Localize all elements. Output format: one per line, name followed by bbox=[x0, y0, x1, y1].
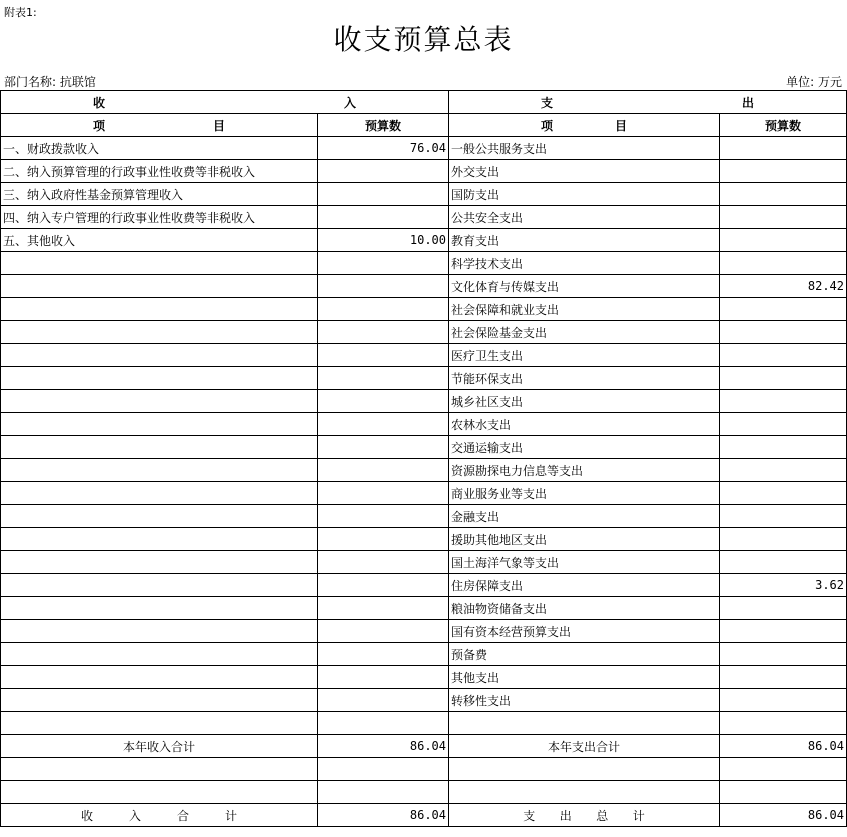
table-row bbox=[1, 413, 847, 436]
expense-item-cell: 文化体育与传媒支出 bbox=[449, 275, 720, 298]
expense-item-cell: 国防支出 bbox=[449, 183, 720, 206]
income-amount-cell bbox=[318, 183, 449, 206]
income-item-cell bbox=[1, 344, 318, 367]
income-amount-cell bbox=[318, 597, 449, 620]
income-item-cell bbox=[1, 528, 318, 551]
income-item-cell bbox=[1, 712, 318, 735]
income-item-cell: 二、纳入预算管理的行政事业性收费等非税收入 bbox=[1, 160, 318, 183]
income-amount-cell bbox=[318, 275, 449, 298]
expense-amount-cell: 3.62 bbox=[720, 574, 847, 597]
expense-amount-cell bbox=[720, 321, 847, 344]
income-item-cell bbox=[1, 390, 318, 413]
expense-amount-cell bbox=[720, 551, 847, 574]
expense-item-cell bbox=[449, 712, 720, 735]
expense-amount-cell bbox=[720, 229, 847, 252]
table-row bbox=[1, 160, 847, 183]
income-header-char: 收 bbox=[93, 95, 106, 110]
income-amount-cell bbox=[318, 298, 449, 321]
income-item-cell bbox=[1, 459, 318, 482]
expense-item-cell: 粮油物资储备支出 bbox=[449, 597, 720, 620]
table-row bbox=[1, 252, 847, 275]
total-label-char: 支 bbox=[523, 808, 536, 823]
table-row bbox=[1, 206, 847, 229]
item-header-char: 项 bbox=[541, 118, 554, 133]
income-item-cell bbox=[1, 643, 318, 666]
year-expense-total-amount: 86.04 bbox=[720, 735, 847, 758]
header-row-columns bbox=[1, 114, 847, 137]
table-row bbox=[1, 183, 847, 206]
table-row bbox=[1, 321, 847, 344]
income-amount-cell bbox=[318, 505, 449, 528]
income-amount-cell bbox=[318, 689, 449, 712]
expense-item-cell: 预备费 bbox=[449, 643, 720, 666]
table-row bbox=[1, 574, 847, 597]
income-item-header bbox=[1, 114, 318, 137]
income-amount-cell bbox=[318, 413, 449, 436]
item-header-char: 目 bbox=[212, 118, 225, 133]
income-section-header bbox=[1, 91, 449, 114]
income-amount-cell bbox=[318, 574, 449, 597]
expense-item-cell: 外交支出 bbox=[449, 160, 720, 183]
expense-amount-cell bbox=[720, 436, 847, 459]
expense-amount-cell bbox=[720, 160, 847, 183]
income-amount-cell bbox=[318, 390, 449, 413]
income-amount-cell bbox=[318, 344, 449, 367]
income-amount-cell bbox=[318, 252, 449, 275]
expense-amount-cell bbox=[720, 482, 847, 505]
expense-item-cell: 交通运输支出 bbox=[449, 436, 720, 459]
income-amount-cell bbox=[318, 666, 449, 689]
total-label-char: 入 bbox=[128, 808, 141, 823]
income-amount-cell: 10.00 bbox=[318, 229, 449, 252]
table-row bbox=[1, 367, 847, 390]
expense-amount-cell bbox=[720, 183, 847, 206]
table-row bbox=[1, 505, 847, 528]
expense-item-cell: 城乡社区支出 bbox=[449, 390, 720, 413]
income-amount-cell bbox=[318, 367, 449, 390]
expense-header-char: 出 bbox=[741, 95, 754, 110]
income-item-cell bbox=[1, 689, 318, 712]
blank-row bbox=[1, 758, 847, 781]
income-item-cell bbox=[1, 321, 318, 344]
total-label-char: 合 bbox=[176, 808, 189, 823]
table-row bbox=[1, 482, 847, 505]
budget-table-body bbox=[1, 91, 847, 827]
income-item-cell: 四、纳入专户管理的行政事业性收费等非税收入 bbox=[1, 206, 318, 229]
income-item-cell: 三、纳入政府性基金预算管理收入 bbox=[1, 183, 318, 206]
table-row bbox=[1, 436, 847, 459]
blank-cell bbox=[318, 758, 449, 781]
expense-section-header bbox=[449, 91, 847, 114]
table-row bbox=[1, 344, 847, 367]
year-income-total-label: 本年收入合计 bbox=[1, 735, 318, 758]
item-header-char: 目 bbox=[614, 118, 627, 133]
blank-cell bbox=[1, 781, 318, 804]
table-row bbox=[1, 551, 847, 574]
expense-item-cell: 资源勘探电力信息等支出 bbox=[449, 459, 720, 482]
expense-item-cell: 其他支出 bbox=[449, 666, 720, 689]
expense-amount-cell bbox=[720, 367, 847, 390]
year-income-total-amount: 86.04 bbox=[318, 735, 449, 758]
table-row bbox=[1, 275, 847, 298]
expense-amount-cell bbox=[720, 390, 847, 413]
income-item-cell: 一、财政拨款收入 bbox=[1, 137, 318, 160]
total-label-char: 收 bbox=[80, 808, 93, 823]
expense-amount-cell bbox=[720, 413, 847, 436]
table-row bbox=[1, 620, 847, 643]
expense-item-cell: 一般公共服务支出 bbox=[449, 137, 720, 160]
income-amount-cell bbox=[318, 620, 449, 643]
expense-amount-cell bbox=[720, 643, 847, 666]
total-label-char: 出 bbox=[559, 808, 572, 823]
expense-amount-cell bbox=[720, 459, 847, 482]
expense-item-cell: 援助其他地区支出 bbox=[449, 528, 720, 551]
expense-item-cell: 节能环保支出 bbox=[449, 367, 720, 390]
department-label: 部门名称: 抗联馆 bbox=[4, 75, 96, 89]
expense-item-cell: 转移性支出 bbox=[449, 689, 720, 712]
expense-item-cell: 国土海洋气象等支出 bbox=[449, 551, 720, 574]
table-row bbox=[1, 137, 847, 160]
table-row bbox=[1, 528, 847, 551]
income-amount-cell bbox=[318, 459, 449, 482]
attachment-note: 附表1: bbox=[4, 6, 37, 19]
total-label-char: 计 bbox=[632, 808, 645, 823]
expense-amount-cell bbox=[720, 344, 847, 367]
income-item-cell bbox=[1, 367, 318, 390]
table-row bbox=[1, 229, 847, 252]
expense-grand-total-label bbox=[449, 804, 720, 827]
expense-item-cell: 国有资本经营预算支出 bbox=[449, 620, 720, 643]
expense-item-cell: 住房保障支出 bbox=[449, 574, 720, 597]
income-amount-cell bbox=[318, 482, 449, 505]
income-item-cell bbox=[1, 620, 318, 643]
income-amount-cell bbox=[318, 643, 449, 666]
income-item-cell bbox=[1, 505, 318, 528]
total-label-char: 计 bbox=[224, 808, 237, 823]
table-row bbox=[1, 666, 847, 689]
expense-budget-header: 预算数 bbox=[720, 114, 847, 137]
income-item-cell bbox=[1, 413, 318, 436]
expense-amount-cell bbox=[720, 597, 847, 620]
expense-header-char: 支 bbox=[541, 95, 554, 110]
blank-cell bbox=[1, 758, 318, 781]
expense-item-cell: 教育支出 bbox=[449, 229, 720, 252]
income-header-char: 入 bbox=[343, 95, 356, 110]
header-row-section bbox=[1, 91, 847, 114]
income-budget-header: 预算数 bbox=[318, 114, 449, 137]
income-item-cell bbox=[1, 252, 318, 275]
grand-total-row bbox=[1, 804, 847, 827]
expense-amount-cell bbox=[720, 712, 847, 735]
blank-cell bbox=[449, 758, 720, 781]
expense-item-header bbox=[449, 114, 720, 137]
blank-cell bbox=[318, 781, 449, 804]
expense-amount-cell bbox=[720, 528, 847, 551]
expense-amount-cell bbox=[720, 620, 847, 643]
expense-item-cell: 公共安全支出 bbox=[449, 206, 720, 229]
expense-item-cell: 商业服务业等支出 bbox=[449, 482, 720, 505]
expense-item-cell: 金融支出 bbox=[449, 505, 720, 528]
income-item-cell bbox=[1, 597, 318, 620]
expense-amount-cell: 82.42 bbox=[720, 275, 847, 298]
income-item-cell bbox=[1, 436, 318, 459]
income-item-cell bbox=[1, 298, 318, 321]
expense-amount-cell bbox=[720, 666, 847, 689]
income-grand-total-label bbox=[1, 804, 318, 827]
page-title: 收支预算总表 bbox=[333, 23, 514, 56]
blank-row bbox=[1, 781, 847, 804]
income-item-cell bbox=[1, 666, 318, 689]
budget-table bbox=[0, 90, 847, 827]
income-amount-cell bbox=[318, 712, 449, 735]
income-item-cell bbox=[1, 275, 318, 298]
income-item-cell bbox=[1, 574, 318, 597]
table-row bbox=[1, 597, 847, 620]
year-expense-total-label: 本年支出合计 bbox=[449, 735, 720, 758]
income-amount-cell bbox=[318, 528, 449, 551]
income-item-cell bbox=[1, 482, 318, 505]
income-amount-cell bbox=[318, 551, 449, 574]
table-row bbox=[1, 390, 847, 413]
expense-amount-cell bbox=[720, 689, 847, 712]
expense-grand-total-amount: 86.04 bbox=[720, 804, 847, 827]
income-amount-cell: 76.04 bbox=[318, 137, 449, 160]
income-grand-total-amount: 86.04 bbox=[318, 804, 449, 827]
blank-cell bbox=[720, 781, 847, 804]
expense-amount-cell bbox=[720, 206, 847, 229]
expense-item-cell: 社会保险基金支出 bbox=[449, 321, 720, 344]
table-row bbox=[1, 298, 847, 321]
unit-label: 单位: 万元 bbox=[786, 75, 842, 89]
income-amount-cell bbox=[318, 206, 449, 229]
table-row bbox=[1, 689, 847, 712]
expense-amount-cell bbox=[720, 505, 847, 528]
total-label-char: 总 bbox=[596, 808, 609, 823]
table-row bbox=[1, 643, 847, 666]
year-total-row bbox=[1, 735, 847, 758]
item-header-char: 项 bbox=[93, 118, 106, 133]
blank-cell bbox=[720, 758, 847, 781]
expense-item-cell: 科学技术支出 bbox=[449, 252, 720, 275]
expense-amount-cell bbox=[720, 137, 847, 160]
expense-amount-cell bbox=[720, 252, 847, 275]
income-amount-cell bbox=[318, 321, 449, 344]
table-row bbox=[1, 712, 847, 735]
income-amount-cell bbox=[318, 160, 449, 183]
blank-cell bbox=[449, 781, 720, 804]
income-item-cell bbox=[1, 551, 318, 574]
table-row bbox=[1, 459, 847, 482]
income-amount-cell bbox=[318, 436, 449, 459]
income-item-cell: 五、其他收入 bbox=[1, 229, 318, 252]
expense-amount-cell bbox=[720, 298, 847, 321]
expense-item-cell: 社会保障和就业支出 bbox=[449, 298, 720, 321]
expense-item-cell: 农林水支出 bbox=[449, 413, 720, 436]
expense-item-cell: 医疗卫生支出 bbox=[449, 344, 720, 367]
